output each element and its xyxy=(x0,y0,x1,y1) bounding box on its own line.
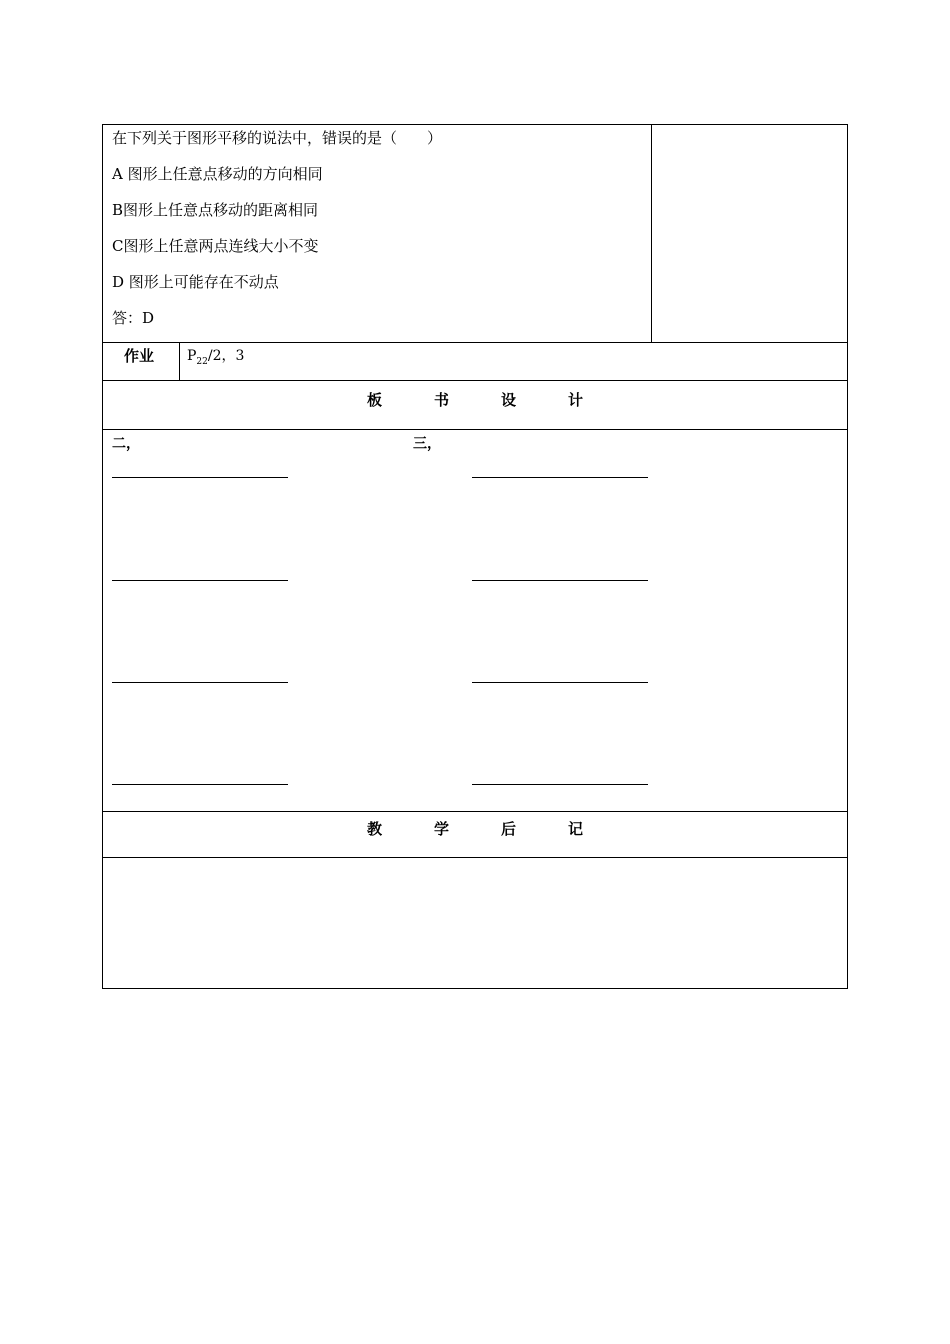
row-divider xyxy=(102,380,848,381)
board-design-heading-char: 书 xyxy=(434,391,450,409)
homework-label: 作业 xyxy=(124,347,155,365)
blank-line xyxy=(472,477,648,478)
board-design-heading-char: 设 xyxy=(501,391,517,409)
postscript-area xyxy=(103,858,847,988)
row-divider xyxy=(102,429,848,430)
blank-line xyxy=(112,784,288,785)
homework-content xyxy=(187,346,244,372)
question-column-divider xyxy=(651,124,652,342)
homework-exercise-numbers: /2，3 xyxy=(207,348,245,364)
question-stem: 在下列关于图形平移的说法中，错误的是（ ） xyxy=(112,129,443,147)
blank-line xyxy=(112,580,288,581)
postscript-heading-char: 记 xyxy=(568,820,584,838)
option-d: D 图形上可能存在不动点 xyxy=(112,273,279,291)
blank-line xyxy=(112,477,288,478)
board-design-heading-char: 计 xyxy=(568,391,584,409)
option-c: C图形上任意两点连线大小不变 xyxy=(112,237,319,255)
board-col3-label: 三， xyxy=(413,436,441,452)
option-a: A 图形上任意点移动的方向相同 xyxy=(112,165,323,183)
postscript-heading-char: 教 xyxy=(367,820,383,838)
homework-column-divider xyxy=(179,342,180,380)
row-divider xyxy=(102,811,848,812)
postscript-heading-char: 学 xyxy=(434,820,450,838)
homework-page-number: 22 xyxy=(196,356,208,367)
blank-line xyxy=(112,682,288,683)
board-col2-label: 二， xyxy=(112,436,140,452)
blank-line xyxy=(472,682,648,683)
row-divider xyxy=(102,342,848,343)
blank-line xyxy=(472,580,648,581)
board-design-heading-char: 板 xyxy=(367,391,383,409)
blank-line xyxy=(472,784,648,785)
answer: 答：D xyxy=(112,309,155,327)
option-b: B图形上任意点移动的距离相同 xyxy=(112,201,319,219)
postscript-heading-char: 后 xyxy=(501,820,517,838)
homework-page-prefix: P xyxy=(187,348,197,364)
